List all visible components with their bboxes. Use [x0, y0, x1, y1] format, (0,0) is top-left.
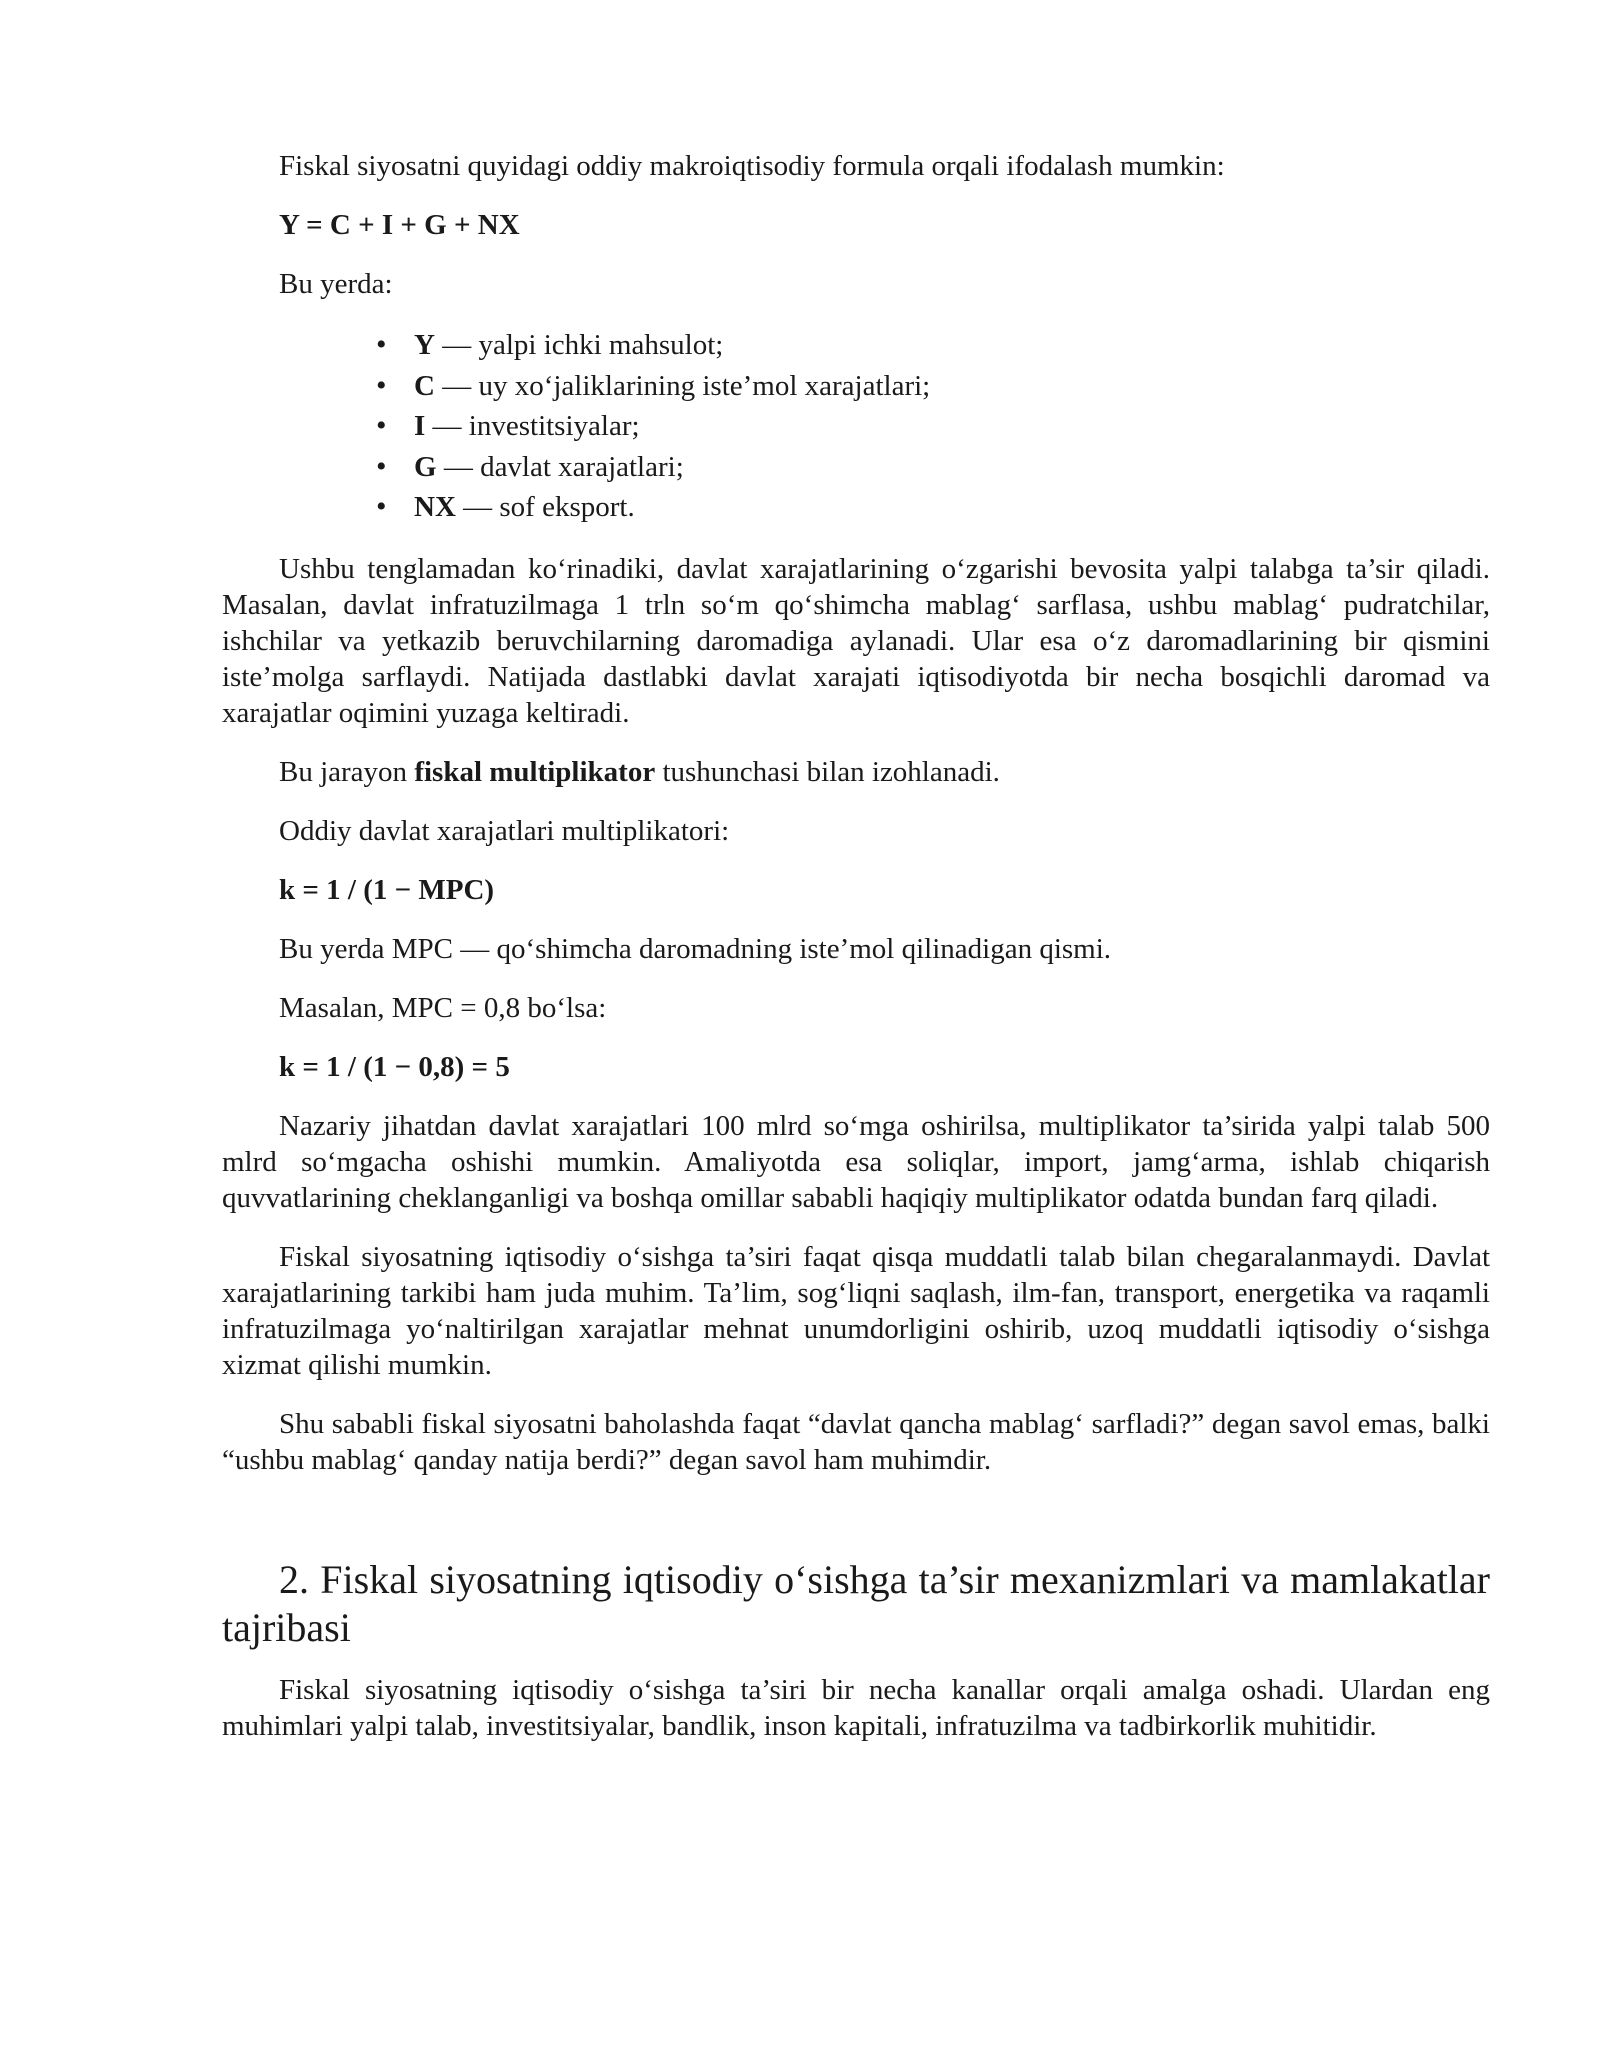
variable-description: — uy xo‘jaliklarining iste’mol xarajatlari; — [434, 369, 931, 402]
list-item — [414, 366, 1490, 407]
list-item — [414, 406, 1490, 447]
paragraph-growth: Fiskal siyosatning iqtisodiy o‘sishga ta’siri faqat qisqa muddatli talab bilan chegaralanmaydi. Davlat xarajatlarining tarkibi ham juda muhim. Ta’lim, sog‘liqni saqlash, ilm-fan, transport, energetika va raqamli infratuzilmaga yo‘naltirilgan xarajatlar mehnat unumdorligini oshirib, uzoq muddatli iqtisodiy o‘sishga xizmat qilishi mumkin. — [222, 1240, 1490, 1381]
variable-symbol: NX — [414, 491, 456, 523]
multiplier-formula: k = 1 / (1 − MPC) — [279, 873, 495, 906]
list-item — [414, 325, 1490, 366]
list-item — [414, 487, 1490, 528]
variable-list — [222, 325, 1490, 528]
variable-description: — yalpi ichki mahsulot; — [434, 329, 724, 361]
intro-text: Fiskal siyosatni quyidagi oddiy makroiqtisodiy formula orqali ifodalash mumkin: — [279, 150, 1225, 182]
multiplier-after: tushunchasi bilan izohlanadi. — [655, 755, 1000, 788]
paragraph-evaluation: Shu sababli fiskal siyosatni baholashda faqat “davlat qancha mablag‘ sarfladi?” degan savol emas, balki “ushbu mablag‘ qanday natija berdi?” degan savol ham muhimdir. — [222, 1407, 1490, 1476]
mpc-definition: Bu yerda MPC — qo‘shimcha daromadning iste’mol qilinadigan qismi. — [279, 932, 1112, 965]
multiplier-example-formula: k = 1 / (1 − 0,8) = 5 — [279, 1050, 510, 1083]
multiplier-intro: Oddiy davlat xarajatlari multiplikatori: — [279, 814, 730, 847]
variable-symbol: Y — [414, 329, 435, 361]
example-intro: Masalan, MPC = 0,8 bo‘lsa: — [279, 991, 607, 1024]
paragraph-channels: Fiskal siyosatning iqtisodiy o‘sishga ta’siri bir necha kanallar orqali amalga oshadi. Ulardan eng muhimlari yalpi talab, investitsiyalar, bandlik, inson kapitali, infratuzilma va tadbirkorlik muhitidir. — [222, 1673, 1490, 1742]
section-heading: 2. Fiskal siyosatning iqtisodiy o‘sishga ta’sir mexanizmlari va mamlakatlar tajribasi — [222, 1556, 1490, 1650]
variable-description: — davlat xarajatlari; — [436, 450, 684, 483]
variable-symbol: I — [414, 410, 426, 442]
variable-symbol: C — [414, 369, 435, 402]
variable-description: — sof eksport. — [455, 491, 635, 523]
variable-symbol: G — [414, 450, 437, 483]
list-item — [414, 447, 1490, 488]
where-label: Bu yerda: — [279, 268, 393, 300]
multiplier-before: Bu jarayon — [279, 755, 415, 788]
document-page — [222, 148, 1490, 1767]
variable-description: — investitsiyalar; — [425, 410, 640, 442]
gdp-formula: Y = C + I + G + NX — [279, 209, 520, 241]
multiplier-term: fiskal multiplikator — [414, 755, 656, 788]
multiplier-sentence — [222, 754, 1490, 790]
paragraph-theory: Nazariy jihatdan davlat xarajatlari 100 mlrd so‘mga oshirilsa, multiplikator ta’sirida yalpi talab 500 mlrd so‘mgacha oshishi mumkin. Amaliyotda esa soliqlar, import, jamg‘arma, ishlab chiqarish quvvatlarining cheklanganligi va boshqa omillar sababli haqiqiy multiplikator odatda bundan farq qiladi. — [222, 1109, 1490, 1214]
paragraph-equation-effect: Ushbu tenglamadan ko‘rinadiki, davlat xarajatlarining o‘zgarishi bevosita yalpi talabga ta’sir qiladi. Masalan, davlat infratuzilmaga 1 trln so‘m qo‘shimcha mablag‘ sarflasa, ushbu mablag‘ pudratchilar, ishchilar va yetkazib beruvchilarning daromadiga aylanadi. Ular esa o‘z daromadlarining bir qismini iste’molga sarflaydi. Natijada dastlabki davlat xarajati iqtisodiyotda bir necha bosqichli daromad va xarajatlar oqimini yuzaga keltiradi. — [222, 552, 1490, 729]
